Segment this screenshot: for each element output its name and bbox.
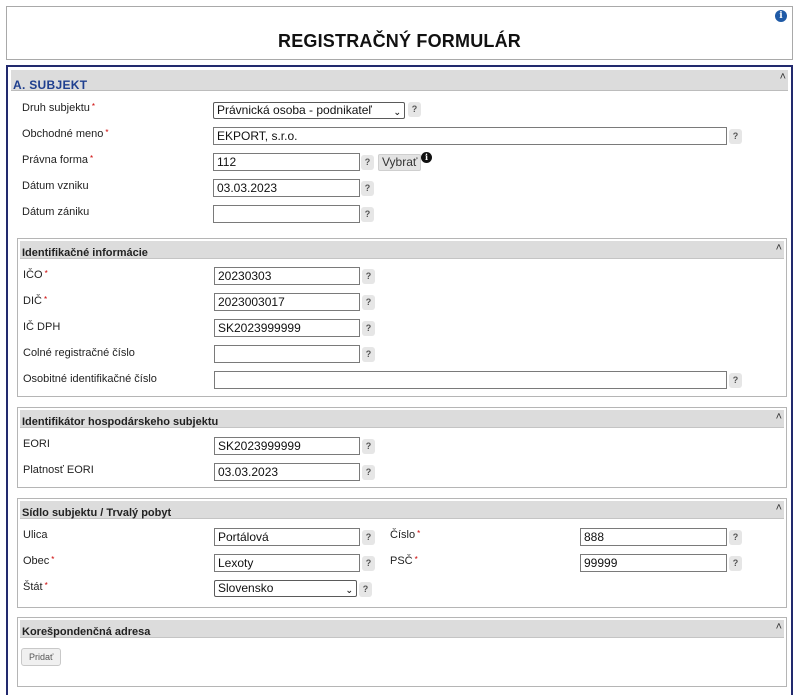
help-icon[interactable]: ?: [408, 102, 421, 117]
collapse-icon[interactable]: ˄: [775, 242, 782, 254]
help-icon[interactable]: ?: [362, 556, 375, 571]
osobitne-input[interactable]: [214, 371, 727, 389]
ulica-label: Ulica: [23, 529, 48, 541]
form-header: [6, 6, 793, 60]
vybrat-button[interactable]: Vybrať: [378, 154, 421, 171]
help-icon[interactable]: ?: [362, 347, 375, 362]
help-icon[interactable]: ?: [362, 530, 375, 545]
chevron-down-icon: ⌄: [345, 585, 353, 595]
eori-input[interactable]: SK2023999999: [214, 437, 360, 455]
ico-label: IČO *: [23, 269, 48, 281]
cislo-label: Číslo *: [390, 529, 421, 541]
help-icon[interactable]: ?: [361, 207, 374, 222]
help-icon[interactable]: ?: [359, 582, 372, 597]
obchodne-meno-input[interactable]: EKPORT, s.r.o.: [213, 127, 727, 145]
info-icon[interactable]: i: [421, 152, 432, 163]
section-hospodarsky-title: Identifikátor hospodárskeho subjektu: [22, 416, 219, 428]
psc-label: PSČ *: [390, 555, 418, 567]
druh-subjektu-select[interactable]: Právnická osoba - podnikateľ ⌄: [213, 102, 405, 119]
colne-input[interactable]: [214, 345, 360, 363]
help-icon[interactable]: ?: [361, 155, 374, 170]
ico-input[interactable]: 20230303: [214, 267, 360, 285]
section-identifikacne-header: [20, 241, 784, 259]
ulica-input[interactable]: Portálová: [214, 528, 360, 546]
stat-label: Štát *: [23, 581, 48, 593]
chevron-down-icon: ⌄: [393, 107, 401, 117]
help-icon[interactable]: ?: [361, 181, 374, 196]
collapse-icon[interactable]: ˄: [779, 71, 786, 83]
collapse-icon[interactable]: ˄: [775, 621, 782, 633]
datum-vzniku-label: Dátum vzniku: [22, 180, 89, 192]
page-title: REGISTRAČNÝ FORMULÁR: [278, 31, 521, 51]
section-korespondencna-header: [20, 620, 784, 638]
dic-label: DIČ *: [23, 295, 48, 307]
pravna-forma-input[interactable]: 112: [213, 153, 360, 171]
section-sidlo-header: [20, 501, 784, 519]
osobitne-label: Osobitné identifikačné číslo: [23, 373, 157, 385]
section-sidlo-title: Sídlo subjektu / Trvalý pobyt: [22, 507, 172, 519]
help-icon[interactable]: ?: [362, 465, 375, 480]
pridat-button[interactable]: Pridať: [21, 648, 61, 666]
pravna-forma-label: Právna forma *: [22, 154, 94, 166]
obchodne-meno-label: Obchodné meno *: [22, 128, 109, 140]
help-icon[interactable]: ?: [362, 295, 375, 310]
platnost-eori-label: Platnosť EORI: [23, 464, 94, 476]
section-subjekt-title: A. SUBJEKT: [13, 78, 88, 92]
psc-input[interactable]: 99999: [580, 554, 727, 572]
help-icon[interactable]: ?: [362, 321, 375, 336]
stat-select[interactable]: Slovensko ⌄: [214, 580, 357, 597]
section-korespondencna: [17, 617, 787, 687]
collapse-icon[interactable]: ˄: [775, 411, 782, 423]
section-sidlo: [17, 498, 787, 608]
help-icon[interactable]: ?: [362, 439, 375, 454]
datum-zaniku-input[interactable]: [213, 205, 360, 223]
datum-zaniku-label: Dátum zániku: [22, 206, 90, 218]
help-icon[interactable]: ?: [729, 373, 742, 388]
collapse-icon[interactable]: ˄: [775, 502, 782, 514]
obec-input[interactable]: Lexoty: [214, 554, 360, 572]
section-subjekt-header: [11, 70, 788, 91]
ic-dph-label: IČ DPH: [23, 321, 61, 333]
info-icon[interactable]: i: [775, 10, 787, 22]
ic-dph-input[interactable]: SK2023999999: [214, 319, 360, 337]
cislo-input[interactable]: 888: [580, 528, 727, 546]
section-identifikacne: [17, 238, 787, 397]
section-subjekt: [6, 65, 793, 695]
section-korespondencna-title: Korešpondenčná adresa: [22, 626, 151, 638]
colne-label: Colné registračné číslo: [23, 347, 135, 359]
dic-input[interactable]: 2023003017: [214, 293, 360, 311]
eori-label: EORI: [23, 438, 50, 450]
datum-vzniku-input[interactable]: 03.03.2023: [213, 179, 360, 197]
section-identifikacne-title: Identifikačné informácie: [22, 247, 148, 259]
help-icon[interactable]: ?: [362, 269, 375, 284]
druh-subjektu-label: Druh subjektu *: [22, 102, 95, 114]
obec-label: Obec *: [23, 555, 55, 567]
help-icon[interactable]: ?: [729, 129, 742, 144]
section-hospodarsky: [17, 407, 787, 488]
help-icon[interactable]: ?: [729, 556, 742, 571]
section-hospodarsky-header: [20, 410, 784, 428]
platnost-eori-input[interactable]: 03.03.2023: [214, 463, 360, 481]
help-icon[interactable]: ?: [729, 530, 742, 545]
